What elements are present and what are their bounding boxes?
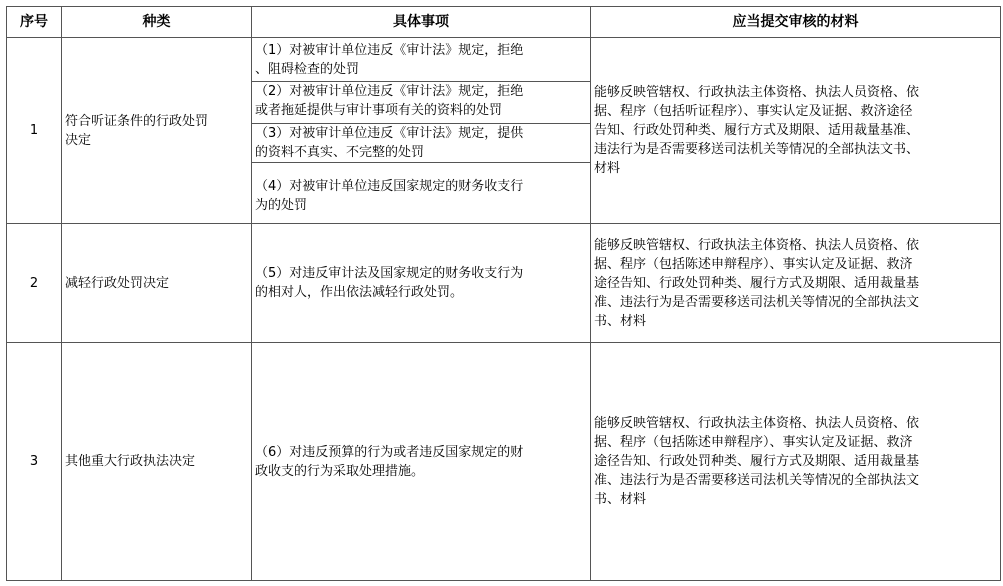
subrow-divider [251, 162, 590, 163]
header-category: 种类 [62, 7, 251, 37]
row1-no: 1 [29, 123, 39, 138]
header-no: 序号 [7, 7, 61, 37]
row3-item-6: （6）对违反预算的行为或者违反国家规定的财 政收支的行为采取处理措施。 [255, 444, 524, 479]
row3-no: 3 [29, 454, 39, 469]
row1-item-2: （2）对被审计单位违反《审计法》规定，拒绝 或者拖延提供与审计事项有关的资料的处罚 [255, 84, 524, 118]
row2-no: 2 [29, 275, 39, 291]
review-materials-table [6, 6, 1001, 581]
row1-item-3: （3）对被审计单位违反《审计法》规定，提供 的资料不真实、不完整的处罚 [255, 126, 524, 160]
row1-item-1: （1）对被审计单位违反《审计法》规定，拒绝 、阻碍检查的处罚 [255, 43, 524, 77]
header-materials: 应当提交审核的材料 [591, 7, 1000, 37]
row1-item-4: （4）对被审计单位违反国家规定的财务收支行 为的处罚 [255, 179, 524, 213]
row1-materials: 能够反映管辖权、行政执法主体资格、执法人员资格、依 据、程序（包括听证程序）、事实认定及证据、救济途径 告知、行政处罚种类、履行方式及期限、适用裁量基准、 违法行为是否需要移送司法机关等情况的全部执法文书、 材料 [594, 85, 920, 176]
row3-category: 其他重大行政执法决定 [65, 454, 196, 469]
row3-materials: 能够反映管辖权、行政执法主体资格、执法人员资格、依 据、程序（包括陈述申辩程序）、事实认定及证据、救济 途径告知、行政处罚种类、履行方式及期限、适用裁量基 准、违法行为是否需要移送司法机关等情况的全部执法文 书、材料 [594, 416, 920, 507]
row2-materials: 能够反映管辖权、行政执法主体资格、执法人员资格、依 据、程序（包括陈述申辩程序）、事实认定及证据、救济 途径告知、行政处罚种类、履行方式及期限、适用裁量基 准、违法行为是否需要移送司法机关等情况的全部执法文 书、材料 [594, 237, 920, 329]
row2-category: 减轻行政处罚决定 [65, 275, 170, 291]
header-items: 具体事项 [252, 7, 590, 37]
row2-item-5: （5）对违反审计法及国家规定的财务收支行为 的相对人，作出依法减轻行政处罚。 [255, 266, 524, 300]
row1-category: 符合听证条件的行政处罚 决定 [65, 113, 209, 148]
